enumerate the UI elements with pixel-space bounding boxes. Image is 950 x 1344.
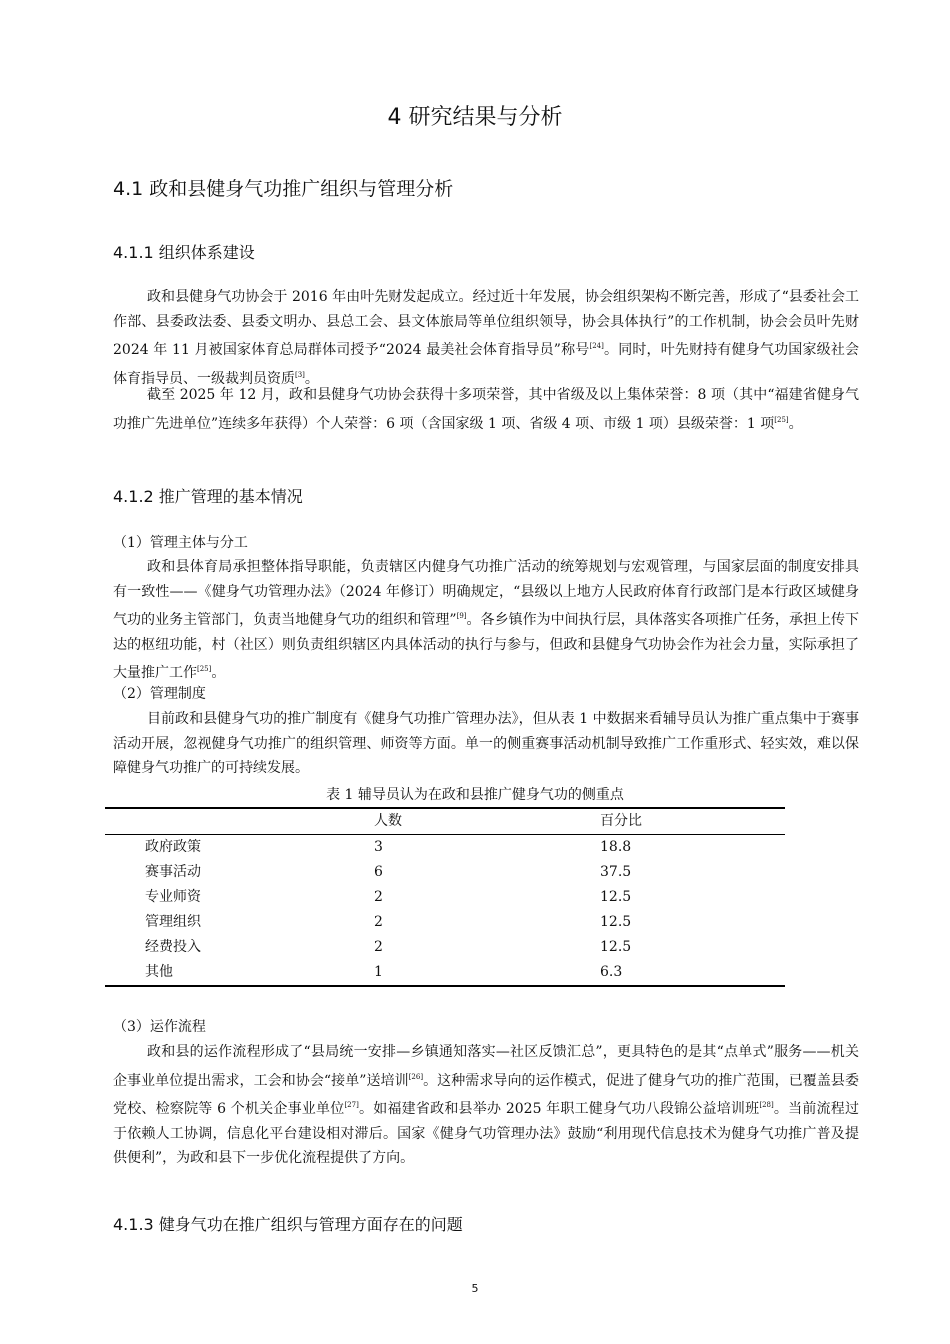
table-cell: 赛事活动 (145, 864, 201, 880)
table-row (105, 910, 785, 935)
table-cell: 18.8 (600, 839, 632, 855)
table-row (105, 935, 785, 960)
paragraph-412-1: 政和县体育局承担整体指导职能，负责辖区内健身气功推广活动的统筹规划与宏观管理，与国家层面的制度安排具有一致性——《健身气功管理办法》（2024 年修订）明确规定，“县级以上地方人民政府体育行政部门是本行政区域健身气功的业务主管部门，负责当地健身气功的组织和管理”[9]。各乡镇作为中间执行层，具体落实各项推广任务，承担上传下达的枢纽功能，村（社区）则负责组织辖区内具体活动的执行与参与，但政和县健身气功协会作为社会力量，实际承担了大量推广工作[25]。 (113, 559, 860, 681)
table-cell: 12.5 (600, 939, 632, 955)
citation: [25] (774, 415, 789, 424)
data-table (105, 807, 785, 987)
table-row (105, 835, 785, 861)
subsection-heading-411: 4.1.1 组织体系建设 (113, 243, 255, 262)
paragraph-412-2: 目前政和县健身气功的推广制度有《健身气功推广管理办法》，但从表 1 中数据来看辅导员认为推广重点集中于赛事活动开展，忽视健身气功推广的组织管理、师资等方面。单一的侧重赛事活动机制导致推广工作重形式、轻实效，难以保障健身气功推广的可持续发展。 (113, 711, 859, 776)
citation: [28] (759, 1101, 774, 1109)
citation: [27] (344, 1101, 359, 1109)
table-header-cell: 百分比 (600, 813, 642, 829)
section-heading: 4.1 政和县健身气功推广组织与管理分析 (113, 178, 454, 200)
table-cell: 经费投入 (145, 939, 201, 955)
table-header-row (105, 808, 785, 835)
subsection-heading-413: 4.1.3 健身气功在推广组织与管理方面存在的问题 (113, 1215, 463, 1234)
table-cell: 专业师资 (145, 889, 201, 905)
table-row (105, 860, 785, 885)
item-heading-1: （1）管理主体与分工 (113, 535, 248, 551)
citation: [25] (197, 665, 212, 673)
citation: [24] (589, 342, 604, 350)
subsection-heading-412: 4.1.2 推广管理的基本情况 (113, 487, 303, 506)
table-caption: 表 1 辅导员认为在政和县推广健身气功的侧重点 (326, 787, 624, 803)
table-cell: 6 (374, 864, 383, 880)
table-cell: 2 (374, 939, 383, 955)
table-header-cell: 人数 (374, 813, 402, 829)
table-cell: 3 (374, 839, 383, 855)
item-heading-2: （2）管理制度 (113, 686, 206, 702)
table-cell: 6.3 (600, 964, 623, 980)
table-cell: 其他 (145, 964, 173, 980)
citation: [9] (456, 612, 467, 620)
table-cell: 政府政策 (145, 839, 201, 855)
item-heading-3: （3）运作流程 (113, 1019, 206, 1035)
table-cell: 37.5 (600, 864, 632, 880)
table-cell: 12.5 (600, 889, 632, 905)
paragraph-411-1: 政和县健身气功协会于 2016 年由叶先财发起成立。经过近十年发展，协会组织架构不断完善，形成了“县委社会工作部、县委政法委、县委文明办、县总工会、县文体旅局等单位组织领导，协会具体执行”的工作机制，协会会员叶先财 2024 年 11 月被国家体育总局群体司授予“2024 最美社会体育指导员”称号[24]。同时，叶先财持有健身气功国家级社会体育指导员、一级裁判员资质[3]。 (113, 289, 860, 387)
table-header-cell (105, 808, 374, 835)
table-cell: 1 (374, 964, 383, 980)
paragraph-412-3: 政和县的运作流程形成了“县局统一安排—乡镇通知落实—社区反馈汇总”，更具特色的是其“点单式”服务——机关企事业单位提出需求，工会和协会“接单”送培训[26]。这种需求导向的运作模式，促进了健身气功的推广范围，已覆盖县委党校、检察院等 6 个机关企事业单位[27]。如福建省政和县举办 2025 年职工健身气功八段锦公益培训班[28]。当前流程过于依赖人工协调，信息化平台建设相对滞后。国家《健身气功管理办法》鼓励“利用现代信息技术为健身气功推广普及提供便利”，为政和县下一步优化流程提供了方向。 (113, 1044, 860, 1166)
table-row (105, 885, 785, 910)
table-cell: 2 (374, 889, 383, 905)
chapter-heading: 4 研究结果与分析 (387, 105, 563, 130)
table-cell: 2 (374, 914, 383, 930)
paragraph-411-2: 截至 2025 年 12 月，政和县健身气功协会获得十多项荣誉，其中省级及以上集体荣誉：8 项（其中“福建省健身气功推广先进单位”连续多年获得）个人荣誉：6 项（含国家级 1 项、省级 4 项、市级 1 项）县级荣誉：1 项[25]。 (113, 387, 859, 432)
citation: [26] (408, 1072, 424, 1081)
table-cell: 管理组织 (145, 914, 201, 930)
table-cell: 12.5 (600, 914, 632, 930)
citation: [3] (295, 370, 305, 379)
table-row (105, 960, 785, 986)
page-number: 5 (471, 1282, 479, 1295)
